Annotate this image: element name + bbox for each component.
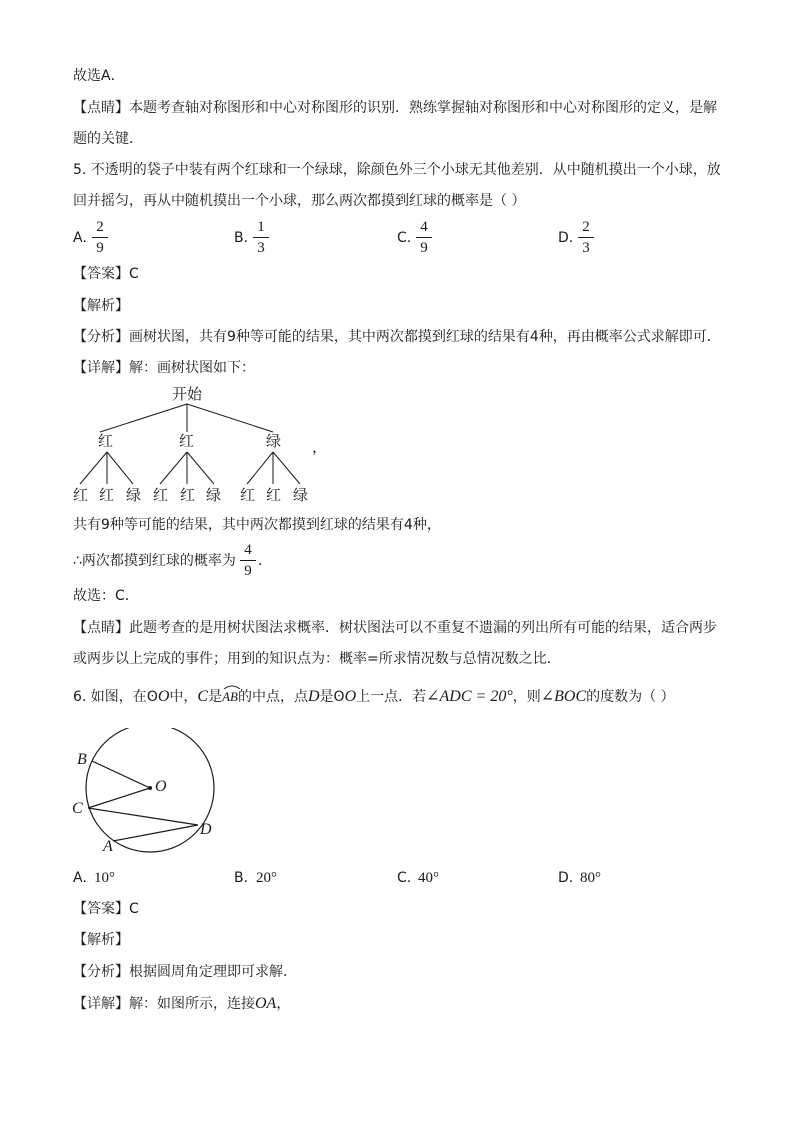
probability-suffix: ． xyxy=(258,553,272,569)
remark-line: 【点睛】本题考查轴对称图形和中心对称图形的识别．熟练掌握轴对称图形和中心对称图形的定义，是解 xyxy=(73,100,717,116)
analysis-label: 【解析】 xyxy=(73,298,129,314)
arc-mark-icon xyxy=(222,684,242,689)
tree-leaf: 红 xyxy=(266,486,282,504)
tree-node-level1: 红 xyxy=(98,432,114,450)
analysis-text: 【分析】画树状图，共有9种等可能的结果，其中两次都摸到红球的结果有4种，再由概率公式求解即可． xyxy=(73,329,721,345)
option-letter: C. xyxy=(397,870,412,886)
answer-label: 【答案】C xyxy=(73,266,139,282)
analysis-text: 【分析】根据圆周角定理即可求解． xyxy=(73,964,297,980)
option-letter: C. xyxy=(397,230,412,246)
math-var: AB xyxy=(222,689,238,704)
stem-text: 是 xyxy=(208,689,223,705)
remark-line: 或两步以上完成的事件；用到的知识点为：概率=所求情况数与总情况数之比． xyxy=(73,651,561,667)
remark-line: 题的关键． xyxy=(73,131,143,147)
segment-bo xyxy=(92,761,150,788)
stem-text: 的中点，点 xyxy=(237,689,308,705)
tree-branch xyxy=(187,452,214,484)
probability-line xyxy=(73,551,236,571)
option-value: 10° xyxy=(94,870,115,886)
denominator: 9 xyxy=(244,563,252,579)
option-value: 20° xyxy=(256,870,277,886)
point-label-c: C xyxy=(72,800,83,817)
center-point xyxy=(148,786,152,790)
tree-branch xyxy=(80,452,107,484)
tree-branch xyxy=(273,452,300,484)
tree-branch xyxy=(160,452,187,484)
option-letter: B. xyxy=(234,870,249,886)
option-letter: D. xyxy=(558,870,574,886)
denominator: 3 xyxy=(257,240,265,256)
point-label-o: O xyxy=(155,778,167,795)
arc-ab xyxy=(222,684,238,707)
numerator: 4 xyxy=(420,219,428,235)
circle-symbol: ʘ xyxy=(146,689,158,705)
tree-leaf: 红 xyxy=(153,486,169,504)
denominator: 9 xyxy=(420,240,428,256)
probability-prefix: ∴两次都摸到红球的概率为 xyxy=(73,553,236,569)
option-value: 80° xyxy=(580,870,601,886)
tree-leaf: 绿 xyxy=(126,486,142,504)
option-fraction xyxy=(253,218,269,257)
tree-node-level1: 绿 xyxy=(266,432,282,450)
option-letter: D. xyxy=(558,230,574,246)
segment-co xyxy=(88,788,150,808)
tree-leaf: 红 xyxy=(180,486,196,504)
numerator: 4 xyxy=(244,542,252,558)
segment-ad xyxy=(113,825,198,841)
option-value: 40° xyxy=(418,870,439,886)
detail-prefix: 【详解】解：如图所示，连接 xyxy=(73,996,255,1012)
tree-node-level1: 红 xyxy=(179,432,195,450)
detail-text xyxy=(73,994,290,1014)
answer-label: 【答案】C xyxy=(73,901,139,917)
math-expression: ∠BOC xyxy=(540,688,587,705)
tree-root: 开始 xyxy=(172,385,203,403)
conclusion-text: 故选：C． xyxy=(73,588,139,604)
tree-leaf: 绿 xyxy=(293,486,309,504)
option-letter: B. xyxy=(234,230,249,246)
math-expression: ∠ADC = 20° xyxy=(426,688,513,705)
denominator: 3 xyxy=(582,240,590,256)
remark-line: 【点睛】此题考查的是用树状图法求概率．树状图法可以不重复不遗漏的列出所有可能的结果，适合两步 xyxy=(73,620,717,636)
tree-branch xyxy=(247,452,273,484)
option-letter: A. xyxy=(73,230,87,246)
math-var: O xyxy=(157,688,170,705)
stem-text: 中， xyxy=(169,689,198,705)
stem-text: 的度数为（ ） xyxy=(586,689,675,705)
denominator: 9 xyxy=(96,240,104,256)
detail-text: 【详解】解：画树状图如下： xyxy=(73,360,255,376)
circle-symbol: ʘ xyxy=(333,689,345,705)
tree-branch xyxy=(187,404,273,432)
stem-text: 是 xyxy=(319,689,334,705)
math-var: D xyxy=(307,688,320,705)
tree-trailing-comma: ， xyxy=(312,438,328,456)
option-fraction xyxy=(92,218,108,257)
math-var: OA xyxy=(255,995,277,1012)
question-5-stem: 回并摇匀，再从中随机摸出一个小球，那么两次都摸到红球的概率是（ ） xyxy=(73,193,526,209)
math-var: C xyxy=(197,688,209,705)
question-6-stem xyxy=(73,684,675,707)
point-label-d: D xyxy=(200,821,212,838)
tree-leaf: 红 xyxy=(240,486,256,504)
stem-text: ，则 xyxy=(512,689,541,705)
tree-leaf: 红 xyxy=(99,486,115,504)
tree-branch xyxy=(107,452,133,484)
math-var: O xyxy=(344,688,357,705)
text-line: 故选A． xyxy=(73,68,125,84)
tree-leaf: 红 xyxy=(73,486,89,504)
option-fraction xyxy=(416,218,432,257)
stem-text: 6. 如图，在 xyxy=(73,689,147,705)
question-5-stem: 5. 不透明的袋子中装有两个红球和一个绿球，除颜色外三个小球无其他差别．从中随机摸出一个小球，放 xyxy=(73,162,721,178)
tree-leaf: 绿 xyxy=(206,486,222,504)
point-label-a: A xyxy=(103,838,113,855)
tree-branch xyxy=(100,404,187,432)
numerator: 2 xyxy=(582,219,590,235)
numerator: 2 xyxy=(96,219,104,235)
stem-text: 上一点．若 xyxy=(356,689,427,705)
segment-cd xyxy=(88,808,198,825)
numerator: 1 xyxy=(257,219,265,235)
option-fraction xyxy=(578,218,594,257)
point-label-b: B xyxy=(77,751,87,768)
detail-text: 共有9种等可能的结果，其中两次都摸到红球的结果有4种， xyxy=(73,517,441,533)
detail-suffix: ， xyxy=(276,996,291,1012)
circle-figure xyxy=(66,728,226,864)
option-letter: A. xyxy=(73,870,87,886)
analysis-label: 【解析】 xyxy=(73,932,129,948)
probability-fraction xyxy=(240,541,256,580)
